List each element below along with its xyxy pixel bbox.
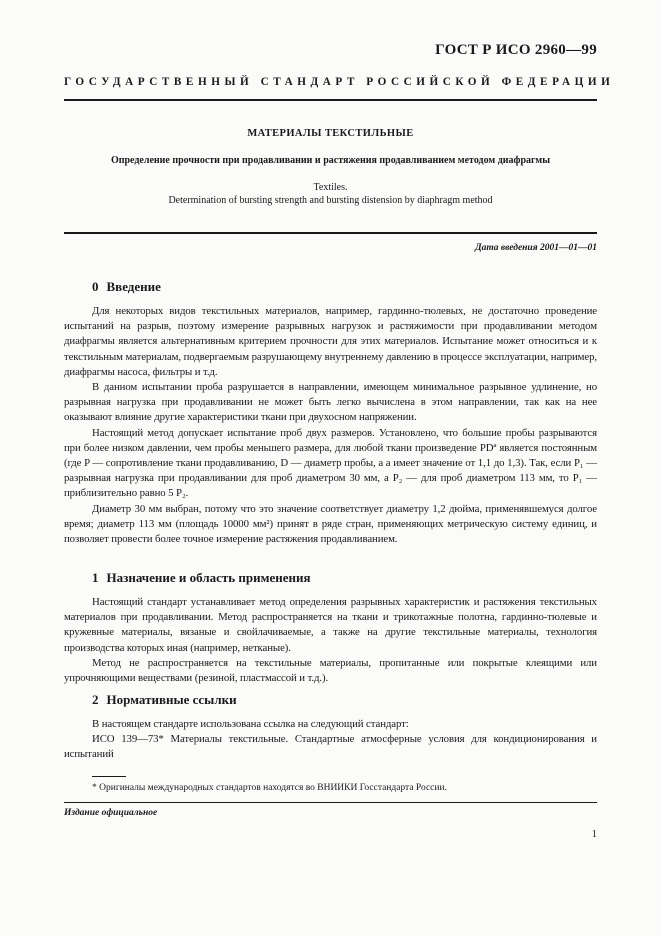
section-scope xyxy=(64,569,597,686)
footnote-rule xyxy=(92,776,126,777)
paragraph: Настоящий метод допускает испытание проб двух размеров. Установлено, что большие пробы разрываются при более низком давлении, чем пробы меньшего размера, для любой ткани произведение PDª является постоянным (где P — сопротивление ткани продавливанию, D — диаметр пробы, а a имеет значение от 1,1 до 1,3). Так, если P₁ — разрывная нагрузка при продавливании для проб диаметром 30 мм, а P₂ — для проб диаметром 113 мм, то P₁ — приблизительно равно 5 P₂. xyxy=(64,426,597,500)
page-number: 1 xyxy=(591,829,597,840)
english-title-line-2: Determination of bursting strength and bursting distension by diaphragm method xyxy=(168,195,493,206)
paragraph: Настоящий стандарт устанавливает метод определения разрывных характеристик и растяжения текстильных материалов при продавливании. Метод распространяется на ткани и трикотажные полотна, гардинно-тюлевые и кружевные материалы, вязаные и свойлачиваемые, а также на другие текстильные материалы, технология производства которых иная (например, нетканые). xyxy=(64,596,597,654)
english-title-line-1: Textiles. xyxy=(313,182,348,193)
paragraph: Для некоторых видов текстильных материалов, например, гардинно-тюлевых, не достаточно проведение испытаний на разрыв, поэтому измерение разрывных нагрузок и растяжимости при продавливании методом диафрагмы является альтернативным критерием прочности для этих материалов. Испытание может относиться и к текстильным материалам, подвергаемым разрушающему внутреннему давлению в процессе эксплуатации, например, диафрагмы насоса, фильтры и т.д. xyxy=(64,305,597,378)
section-heading: 1 Назначение и область применения xyxy=(92,570,311,585)
document-subtitle: Определение прочности при продавливании и растяжения продавливанием методом диафрагмы xyxy=(110,155,551,166)
english-title xyxy=(64,181,597,207)
section-heading: 2 Нормативные ссылки xyxy=(92,692,237,707)
state-standard-banner: ГОСУДАРСТВЕННЫЙ СТАНДАРТ РОССИЙСКОЙ ФЕДЕРАЦИИ xyxy=(64,76,615,88)
footnote: * Оригиналы международных стандартов находятся во ВНИИКИ Госстандарта России. xyxy=(92,783,447,793)
section-normative-references xyxy=(64,691,597,763)
document-title: МАТЕРИАЛЫ ТЕКСТИЛЬНЫЕ xyxy=(247,128,414,139)
paragraph: ИСО 139—73* Материалы текстильные. Стандартные атмосферные условия для кондиционирования и испытаний xyxy=(64,733,597,761)
bottom-rule xyxy=(64,802,597,803)
official-edition-label: Издание официальное xyxy=(64,808,158,818)
paragraph: Диаметр 30 мм выбран, потому что это значение соответствует диаметру 1,2 дюйма, применявшемуся долгое время; диаметр 113 мм (площадь 10000 мм²) принят в ряде стран, применяющих метрическую систему единиц, и позволяет провести более точное измерение растяжения продавливанием. xyxy=(64,502,597,546)
top-rule xyxy=(64,99,597,101)
section-heading: 0 Введение xyxy=(92,279,161,294)
paragraph: В настоящем стандарте использована ссылка на следующий стандарт: xyxy=(92,718,409,730)
middle-rule xyxy=(64,232,597,234)
paragraph: В данном испытании проба разрушается в направлении, имеющем минимальное разрывное удлинение, но разрывная нагрузка при продавливании не может быть легко вычислена в этом направлении, так как на нее оказывают влияние другие характеристики ткани при двухосном напряжении. xyxy=(64,381,597,424)
introduction-date: Дата введения 2001—01—01 xyxy=(475,243,597,253)
standard-number: ГОСТ Р ИСО 2960—99 xyxy=(435,42,597,58)
paragraph: Метод не распространяется на текстильные материалы, пропитанные или покрытые клеящими или упрочняющими веществами (резиной, пластмассой и т.д.). xyxy=(64,656,597,685)
section-introduction xyxy=(64,278,597,547)
